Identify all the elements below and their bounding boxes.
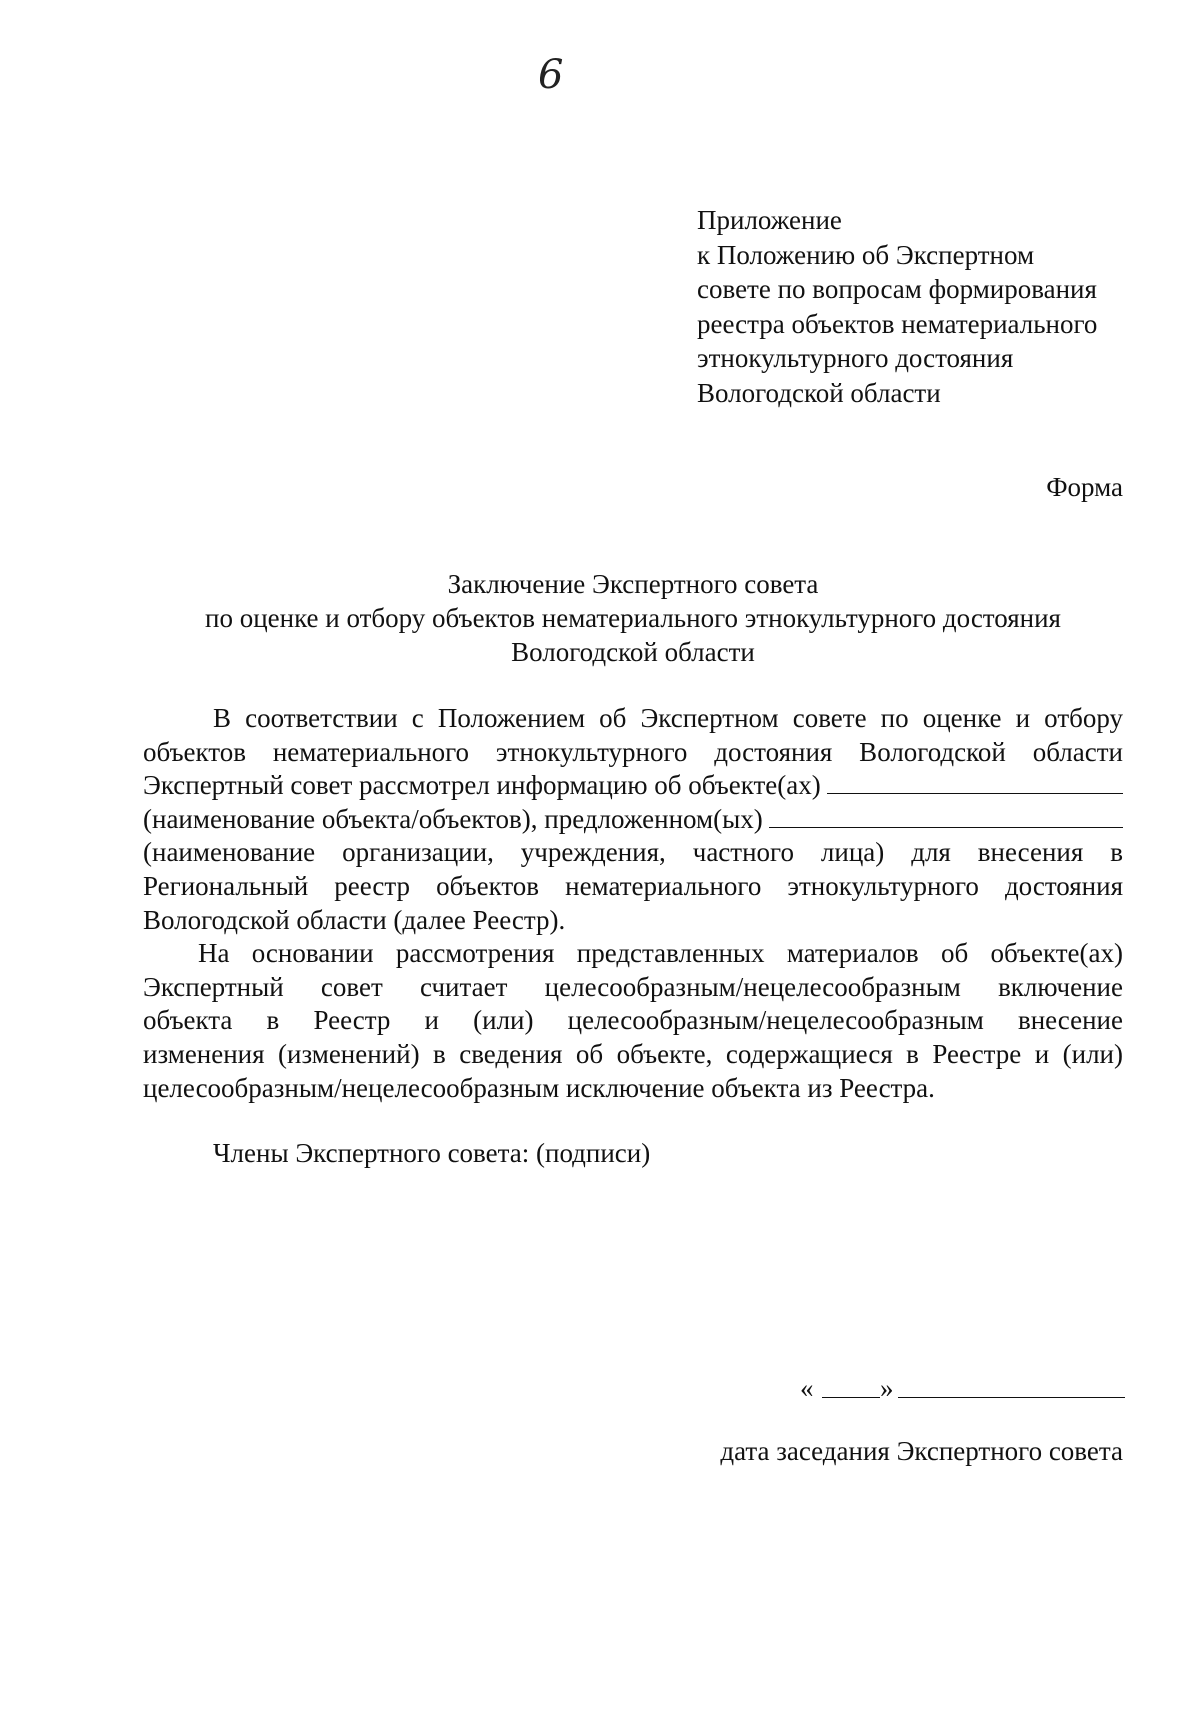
paragraph-2 <box>143 937 1123 1105</box>
meeting-date-caption: дата заседания Экспертного совета <box>720 1436 1123 1466</box>
appendix-line: Приложение <box>697 205 842 235</box>
paragraph-line: изменения (изменений) в сведения об объекте, содержащиеся в Реестре и (или) <box>143 1038 1123 1069</box>
object-name-row <box>143 769 1123 803</box>
date-quote-close: » <box>880 1373 894 1403</box>
paragraph-line: Экспертный совет рассмотрел информацию об объекте(ах) <box>143 770 821 801</box>
paragraph-line: (наименование объекта/объектов), предложенном(ых) <box>143 803 763 834</box>
date-day-blank[interactable] <box>822 1397 880 1398</box>
paragraph-line: объекта в Реестр и (или) целесообразным/нецелесообразным внесение <box>143 1005 1123 1036</box>
appendix-line: реестра объектов нематериального <box>697 308 1098 339</box>
title-line: Вологодской области <box>511 637 755 667</box>
date-month-year-blank[interactable] <box>898 1397 1125 1398</box>
paragraph-line: целесообразным/нецелесообразным исключение объекта из Реестра. <box>143 1072 935 1103</box>
proposer-row <box>143 803 1123 837</box>
appendix-line: совете по вопросам формирования <box>697 274 1097 304</box>
title-line: по оценке и отбору объектов нематериального этнокультурного достояния <box>205 603 1061 633</box>
appendix-line: этнокультурного достояния <box>697 343 1014 373</box>
title-line: Заключение Экспертного совета <box>447 569 819 599</box>
paragraph-line: Региональный реестр объектов нематериального этнокультурного достояния <box>143 870 1123 901</box>
paragraph-1 <box>143 702 1123 937</box>
paragraph-line: объектов нематериального этнокультурного достояния Вологодской области <box>143 736 1123 767</box>
object-name-blank[interactable] <box>827 771 1123 794</box>
proposer-blank[interactable] <box>769 805 1123 828</box>
appendix-block <box>697 203 1137 410</box>
paragraph-line: (наименование организации, учреждения, частного лица) для внесения в <box>143 837 1123 868</box>
page-number: 6 <box>538 52 564 98</box>
paragraph-line: Вологодской области (далее Реестр). <box>143 904 566 935</box>
council-members-signatures: Члены Экспертного совета: (подписи) <box>213 1138 651 1168</box>
appendix-line: Вологодской области <box>697 377 941 408</box>
document-title <box>143 567 1123 669</box>
paragraph-line: В соответствии с Положением об Экспертном совете по оценке и отбору <box>213 703 1123 733</box>
document-body <box>143 702 1123 1105</box>
paragraph-line: На основании рассмотрения представленных материалов об объекте(ах) <box>198 938 1123 969</box>
meeting-date-row <box>800 1371 1125 1407</box>
paragraph-line: Экспертный совет считает целесообразным/нецелесообразным включение <box>143 971 1123 1002</box>
date-quote-open: « <box>800 1373 814 1403</box>
form-label: Форма <box>1046 472 1123 502</box>
appendix-line: к Положению об Экспертном <box>697 239 1035 270</box>
